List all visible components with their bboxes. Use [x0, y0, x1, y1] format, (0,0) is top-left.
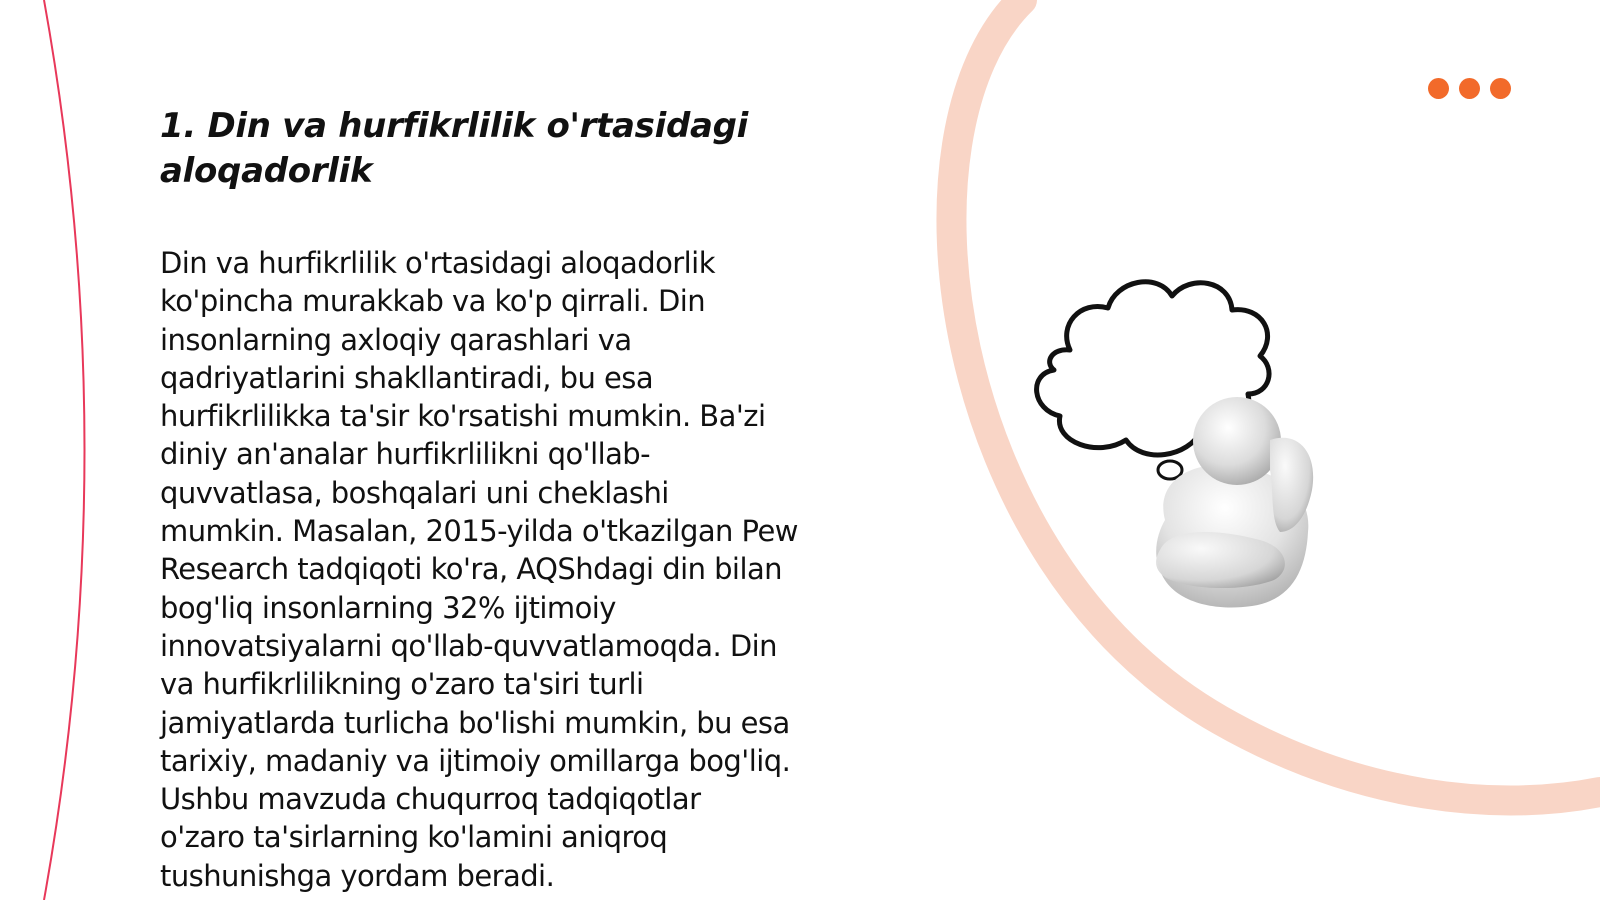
- left-arc-line: [44, 0, 85, 900]
- slide-title: 1. Din va hurfikrlilik o'rtasidagi aloqadorlik: [160, 106, 749, 191]
- menu-dot-icon: [1459, 78, 1480, 99]
- slide-body-text: Din va hurfikrlilik o'rtasidagi aloqadorlik ko'pincha murakkab va ko'p qirrali. Din insonlarning axloqiy qarashlari va qadriyatlarini shakllantiradi, bu esa hurfikrlilikka ta'sir ko'rsatishi mumkin. Ba'zi diniy an'analar hurfikrlilikni qo'llab- quvvatlasa, boshqalari uni cheklashi mumkin. Masalan, 2015-yilda o'tkazilgan Pew Research tadqiqoti ko'ra, AQShdagi din bilan bog'liq insonlarning 32% ijtimoiy innovatsiyalarni qo'llab-quvvatlamoqda. Din va hurfikrlilikning o'zaro ta'siri turli jamiyatlarda turlicha bo'lishi mumkin, bu esa tarixiy, madaniy va ijtimoiy omillarga bog'liq. Ushbu mavzuda chuqurroq tadqiqotlar o'zaro ta'sirlarning ko'lamini aniqroq tushunishga yordam beradi.: [160, 246, 798, 893]
- thinking-person-illustration: [1030, 270, 1350, 620]
- menu-dot-icon: [1428, 78, 1449, 99]
- menu-dot-icon: [1490, 78, 1511, 99]
- more-options-menu-icon[interactable]: [1428, 78, 1518, 100]
